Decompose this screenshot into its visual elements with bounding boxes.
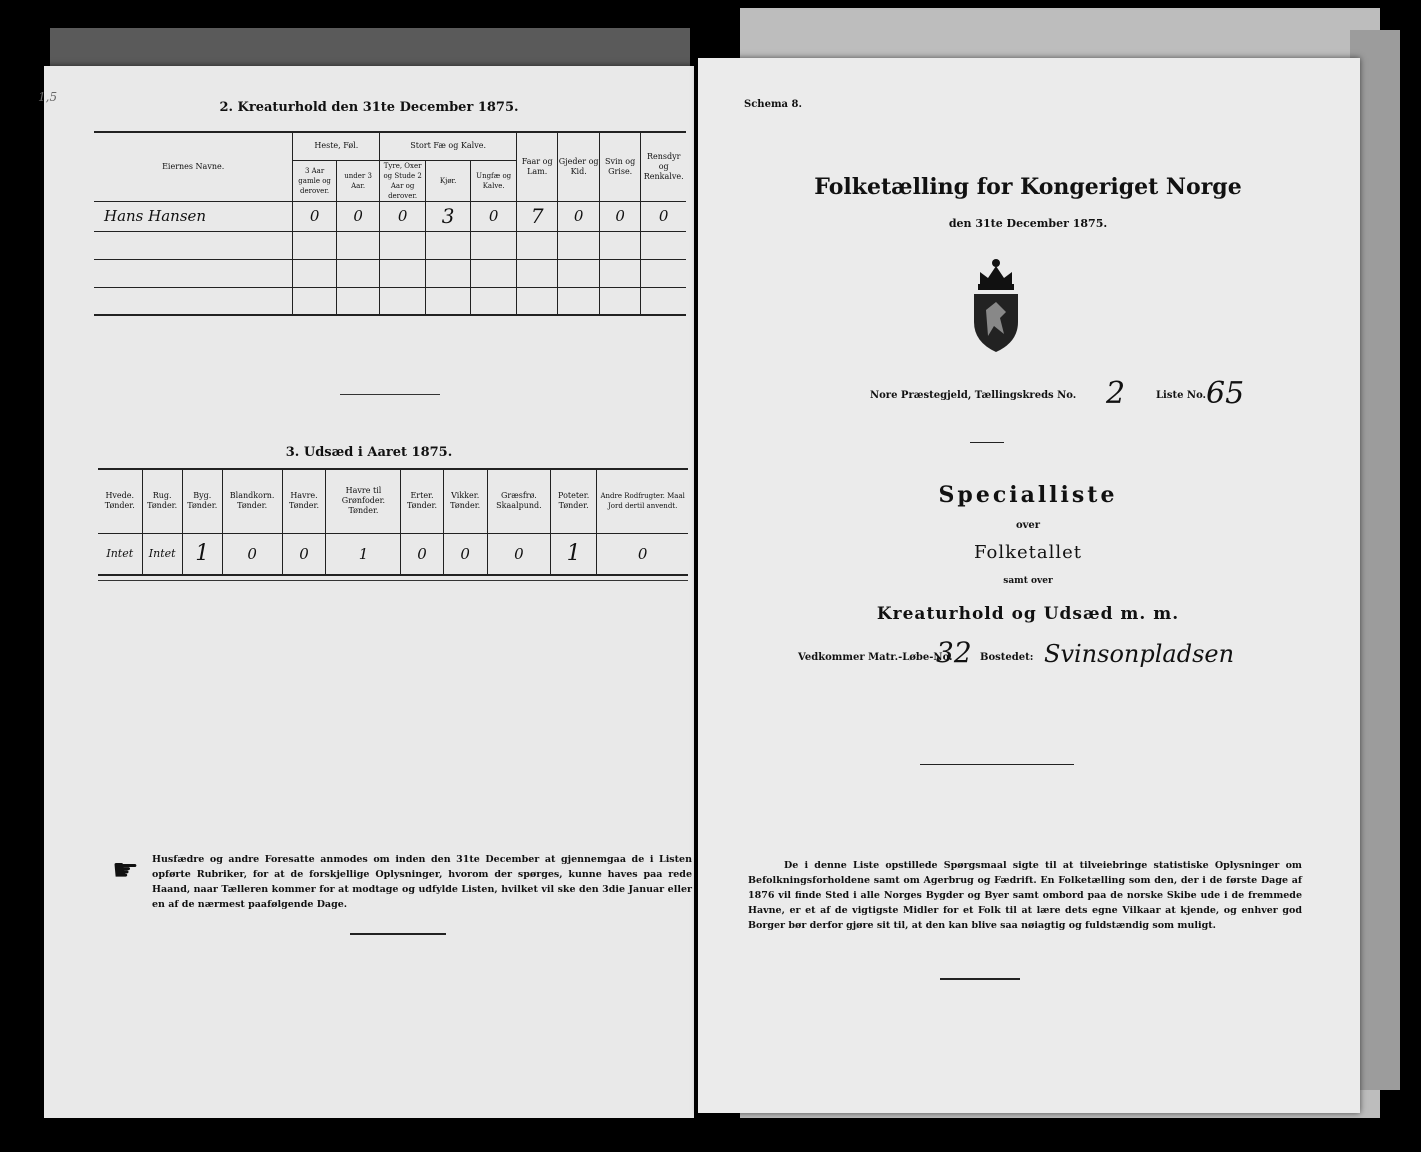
livestock-table: [94, 131, 686, 316]
divider: [920, 764, 1074, 765]
right-page: [698, 58, 1360, 1113]
coat-of-arms-icon: [966, 254, 1026, 354]
cell: 0: [282, 533, 326, 575]
bulls-header: Tyre, Oxer og Stude 2 Aar og derover.: [380, 160, 426, 201]
pointing-hand-icon: ☛: [112, 853, 139, 888]
divider: [970, 442, 1004, 443]
cell: 3: [425, 201, 471, 231]
divider: [98, 580, 688, 581]
owner-header: Eiernes Navne.: [94, 132, 293, 201]
cell: 0: [597, 533, 688, 575]
sheep-header: Faar og Lam.: [516, 132, 557, 201]
schema-label: Schema 8.: [744, 99, 802, 110]
section2-title: 2. Kreaturhold den 31te December 1875.: [219, 100, 519, 115]
matr-label: Vedkommer Matr.-Løbe-No.: [798, 652, 953, 663]
owner-name: Hans Hansen: [94, 201, 293, 231]
bostedet-value: Svinsonpladsen: [1044, 640, 1235, 668]
goats-header: Gjeder og Kid.: [558, 132, 599, 201]
cell: 0: [599, 201, 640, 231]
oats-header: Havre. Tønder.: [282, 469, 326, 533]
horses-header: Heste, Føl.: [293, 132, 380, 160]
cell: 1: [550, 533, 596, 575]
cell: 1: [326, 533, 401, 575]
cell: 0: [487, 533, 550, 575]
calves-header: Ungfæ og Kalve.: [471, 160, 517, 201]
corner-mark: 1,5: [38, 90, 58, 104]
background-sheet: [50, 28, 690, 68]
reindeer-header: Rensdyr og Renkalve.: [641, 132, 686, 201]
grass-seed-header: Græsfrø. Skaalpund.: [487, 469, 550, 533]
cell: 1: [182, 533, 222, 575]
liste-label: Liste No.: [1156, 390, 1207, 401]
prestegjeld-label: Nore Præstegjeld, Tællingskreds No.: [870, 390, 1077, 401]
green-oats-header: Havre til Grønfoder. Tønder.: [326, 469, 401, 533]
over-label: over: [1015, 520, 1041, 531]
mixed-grain-header: Blandkorn. Tønder.: [222, 469, 282, 533]
table-row: [94, 287, 686, 315]
table-row: [94, 231, 686, 259]
cell: 0: [293, 201, 337, 231]
wheat-header: Hvede. Tønder.: [98, 469, 142, 533]
sowing-table: [98, 468, 688, 576]
cell: Intet: [142, 533, 182, 575]
cell: 0: [401, 533, 443, 575]
divider: [940, 978, 1020, 980]
table-row: [98, 533, 688, 575]
matr-no: 32: [936, 636, 972, 669]
cell: 0: [641, 201, 686, 231]
horses-old-header: 3 Aar gamle og derover.: [293, 160, 337, 201]
table-row: [94, 259, 686, 287]
liste-no: 65: [1206, 376, 1245, 411]
folketallet-heading: Folketallet: [973, 542, 1083, 563]
notice-text: Husfædre og andre Foresatte anmodes om inden den 31te December at gjennemgaa de i Listen opførte Rubriker, for at de forskjellige Oplysninger, hvorom der spørges, kunne haves paa rede Haand, naar Tælleren kommer for at modtage og udfylde Listen, hvilket vil ske den 3die Januar eller en af de nærmest paafølgende Dage.: [152, 854, 692, 910]
specialliste-heading: Specialliste: [938, 482, 1118, 508]
cell: 0: [336, 201, 380, 231]
samt-over-label: samt over: [1003, 576, 1053, 586]
table-row: [94, 201, 686, 231]
cows-header: Kjør.: [425, 160, 471, 201]
vetch-header: Vikker. Tønder.: [443, 469, 487, 533]
other-roots-header: Andre Rodfrugter. Maal Jord dertil anvendt.: [597, 469, 688, 533]
cattle-header: Stort Fæ og Kalve.: [380, 132, 517, 160]
horses-young-header: under 3 Aar.: [336, 160, 380, 201]
kreaturhold-heading: Kreaturhold og Udsæd m. m.: [876, 604, 1180, 624]
cell: 0: [380, 201, 426, 231]
left-page: [38, 66, 694, 1118]
cell: 0: [443, 533, 487, 575]
main-subtitle: den 31te December 1875.: [948, 217, 1108, 230]
barley-header: Byg. Tønder.: [182, 469, 222, 533]
bostedet-label: Bostedet:: [980, 652, 1034, 663]
section3-title: 3. Udsæd i Aaret 1875.: [285, 445, 453, 460]
peas-header: Erter. Tønder.: [401, 469, 443, 533]
cell: Intet: [98, 533, 142, 575]
cell: 7: [516, 201, 557, 231]
divider: [350, 933, 446, 935]
tellingskreds-no: 2: [1106, 376, 1126, 411]
main-title: Folketælling for Kongeriget Norge: [814, 174, 1242, 200]
divider: [340, 394, 440, 395]
pigs-header: Svin og Grise.: [599, 132, 640, 201]
cell: 0: [471, 201, 517, 231]
cell: 0: [558, 201, 599, 231]
info-text: De i denne Liste opstillede Spørgsmaal sigte til at tilveiebringe statistiske Oplysninger om Befolkningsforholdene samt om Agerbrug og Fædrift. En Folketælling som den, der i de første Dage af 1876 vil finde Sted i alle Norges Bygder og Byer samt ombord paa de norske Skibe ude i de fremmede Havne, er et af de vigtigste Midler for et Folk til at lære dets egne Vilkaar at kjende, og enhver god Borger bør derfor gjøre sit til, at den kan blive saa nøiagtig og fuldstændig som muligt.: [748, 860, 1302, 931]
cell: 0: [222, 533, 282, 575]
rye-header: Rug. Tønder.: [142, 469, 182, 533]
potatoes-header: Poteter. Tønder.: [550, 469, 596, 533]
